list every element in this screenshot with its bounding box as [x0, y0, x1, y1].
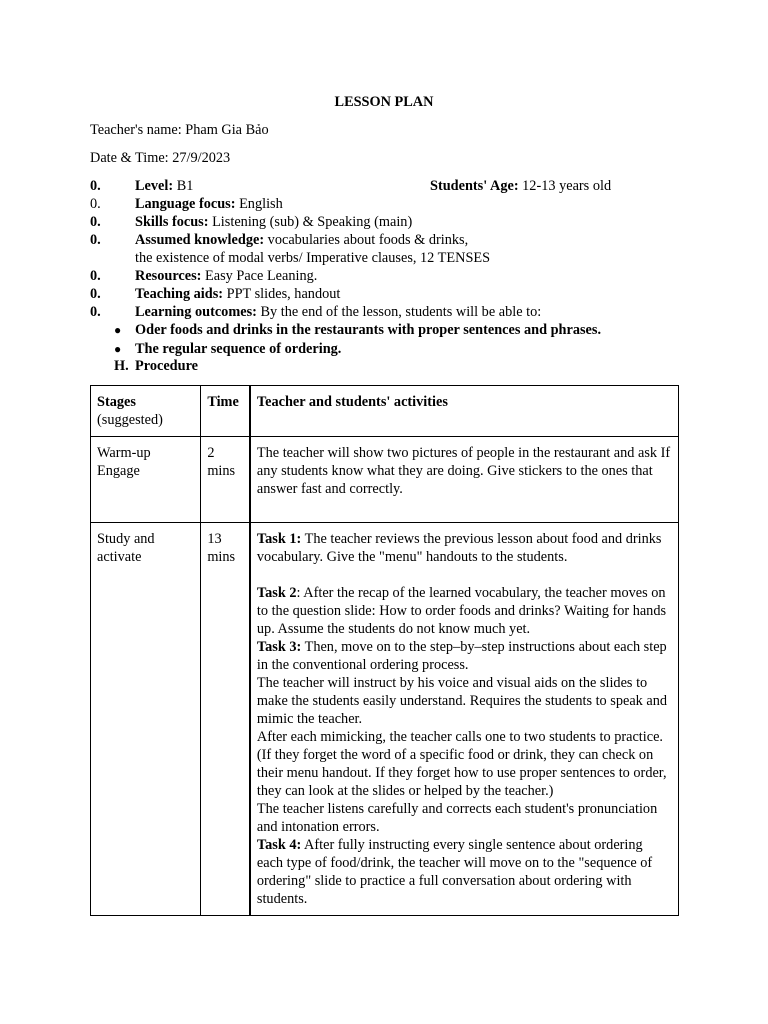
activity-cell [250, 523, 679, 916]
paragraph: The teacher will instruct by his voice and visual aids on the slides to make the students easily understand. Requires the students to speak and mimic the teacher. [256, 675, 668, 727]
item-value: PPT slides, handout [226, 286, 341, 302]
table-row [91, 437, 679, 523]
bullet-text: Oder foods and drinks in the restaurants with proper sentences and phrases. [135, 322, 602, 338]
list-item-teaching-aids [90, 286, 690, 304]
item-value: Easy Pace Leaning. [205, 268, 318, 284]
header-time: Time [201, 386, 250, 437]
activity-cell: The teacher will show two pictures of people in the restaurant and ask If any students know what they are doing. Give stickers to the ones that answer fast and correctly. [250, 437, 679, 523]
stage-cell: Study and activate [91, 523, 201, 916]
table-header-row [91, 386, 679, 437]
list-number: 0. [90, 268, 101, 284]
list-item-learning-outcomes [90, 304, 690, 322]
task-2: Task 2: After the recap of the learned vocabulary, the teacher moves on to the question slide: How to order foods and drinks? Waiting for hands up. Assume the students do not know much yet. [256, 585, 667, 637]
procedure-number: H. [114, 358, 129, 374]
list-item-level [90, 178, 690, 196]
list-number: 0. [90, 304, 101, 320]
header-activities: Teacher and students' activities [250, 386, 679, 437]
item-label: Learning outcomes: [135, 304, 257, 320]
bullet-icon: ● [114, 342, 122, 356]
item-label: Language focus: [135, 196, 236, 212]
procedure-heading [90, 358, 690, 376]
outcome-bullet [90, 341, 690, 359]
list-number: 0. [90, 286, 101, 302]
bullet-icon: ● [114, 323, 122, 337]
procedure-label: Procedure [135, 358, 198, 374]
task-4: Task 4: After fully instructing every single sentence about ordering each type of food/drink, the teacher will move on to the "sequence of ordering" slide to practice a full conversation about ordering with students. [256, 837, 653, 907]
time-cell: 13 mins [201, 523, 250, 916]
list-number: 0. [90, 214, 101, 230]
time-cell: 2 mins [201, 437, 250, 523]
list-item-assumed-knowledge-cont [90, 250, 690, 268]
students-age: Students' Age: 12-13 years old [430, 178, 612, 194]
list-number: 0. [90, 178, 101, 194]
list-item-assumed-knowledge [90, 232, 690, 250]
teacher-name-line: Teacher's name: Pham Gia Bảo [90, 122, 269, 138]
item-label: Assumed knowledge: [135, 232, 265, 248]
header-stages: Stages (suggested) [91, 386, 201, 437]
page-title: LESSON PLAN [334, 94, 434, 110]
list-item-language-focus [90, 196, 690, 214]
date-time-line: Date & Time: 27/9/2023 [90, 150, 231, 166]
list-number: 0. [90, 196, 101, 212]
item-value: B1 [176, 178, 194, 194]
paragraph: The teacher listens carefully and corrects each student's pronunciation and intonation errors. [256, 801, 658, 835]
paragraph: After each mimicking, the teacher calls one to two students to practice. (If they forget the word of a specific food or drink, they can check on their menu handout. If they forget how to use proper sentences to order, they can look at the slides or helped by the teacher.) [256, 729, 667, 799]
item-value: English [239, 196, 283, 212]
task-3: Task 3: Then, move on to the step–by–step instructions about each step in the conventional ordering process. [256, 639, 667, 673]
item-value: Listening (sub) & Speaking (main) [212, 214, 413, 230]
list-item-resources [90, 268, 690, 286]
stage-cell: Warm-up Engage [91, 437, 201, 523]
outcome-bullet [90, 322, 690, 340]
item-label: Skills focus: [135, 214, 209, 230]
bullet-text: The regular sequence of ordering. [135, 341, 342, 357]
item-label: Resources: [135, 268, 202, 284]
list-number: 0. [90, 232, 101, 248]
item-label: Teaching aids: [135, 286, 224, 302]
list-item-skills-focus [90, 214, 690, 232]
procedure-table [90, 385, 679, 916]
task-1: Task 1: The teacher reviews the previous lesson about food and drinks vocabulary. Give the "menu" handouts to the students. [256, 531, 662, 565]
item-value-continued: the existence of modal verbs/ Imperative clauses, 12 TENSES [135, 250, 491, 266]
item-value: vocabularies about foods & drinks, [267, 232, 469, 248]
item-value: By the end of the lesson, students will be able to: [260, 304, 542, 320]
item-label: Level: [135, 178, 174, 194]
table-row [91, 523, 679, 916]
